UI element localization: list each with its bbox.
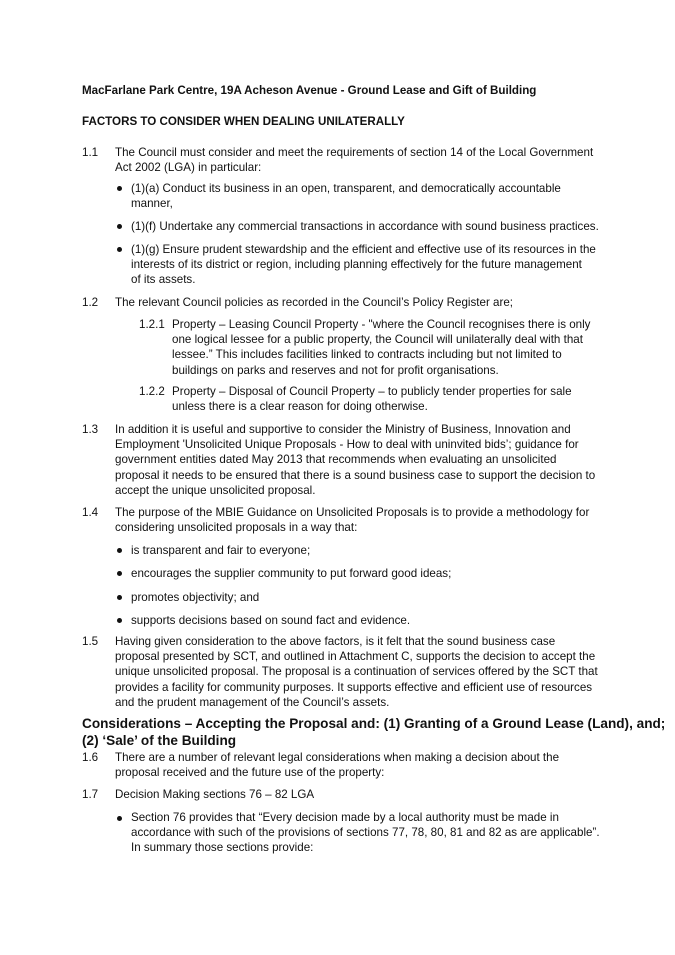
heading-line: (2) ‘Sale’ of the Building <box>82 733 237 748</box>
section-heading: FACTORS TO CONSIDER WHEN DEALING UNILATERALLY <box>82 115 405 128</box>
subparagraph-1-2-1 <box>172 317 590 378</box>
considerations-heading <box>82 715 665 749</box>
subparagraph-number: 1.2.1 <box>139 318 165 331</box>
paragraph-number: 1.6 <box>82 751 99 764</box>
text-line: (1)(g) Ensure prudent stewardship and the efficient and effective use of its resources in the <box>131 243 596 256</box>
paragraph-number: 1.5 <box>82 635 99 648</box>
list-item <box>131 181 561 211</box>
paragraph-1-1 <box>115 145 593 175</box>
text-line: buildings on parks and reserves and not for profit organisations. <box>172 363 499 377</box>
paragraph-number: 1.7 <box>82 788 99 801</box>
heading-line: Considerations – Accepting the Proposal and: (1) Granting of a Ground Lease (Land), and; <box>82 716 666 731</box>
text-line: one logical lessee for a public property, the Council will unilaterally deal with that <box>172 333 583 347</box>
bullet-icon <box>117 247 122 252</box>
document-title: MacFarlane Park Centre, 19A Acheson Avenue - Ground Lease and Gift of Building <box>82 84 537 97</box>
text-line: Section 76 provides that “Every decision made by a local authority must be made in <box>131 811 559 824</box>
bullet-icon <box>117 618 122 623</box>
text-line: Decision Making sections 76 – 82 LGA <box>115 788 315 801</box>
paragraph-number: 1.2 <box>82 296 99 309</box>
paragraph-number: 1.4 <box>82 506 99 519</box>
paragraph-1-6 <box>115 750 559 780</box>
subparagraph-1-2-2 <box>172 384 572 414</box>
text-line: The purpose of the MBIE Guidance on Unsolicited Proposals is to provide a methodology for <box>115 506 590 519</box>
list-item: encourages the supplier community to put forward good ideas; <box>131 567 452 580</box>
text-line: accordance with such of the provisions of sections 77, 78, 80, 81 and 82 as are applicable”. <box>131 826 600 840</box>
text-line: Act 2002 (LGA) in particular: <box>115 161 262 175</box>
text-line: of its assets. <box>131 273 196 287</box>
text-line: lessee.” This includes facilities linked to contracts including but not limited to <box>172 348 562 362</box>
text-line: considering unsolicited proposals in a way that: <box>115 521 358 535</box>
text-line: In addition it is useful and supportive to consider the Ministry of Business, Innovation and <box>115 423 571 436</box>
text-line: Employment 'Unsolicited Unique Proposals - How to deal with uninvited bids’; guidance for <box>115 438 579 452</box>
text-line: proposal presented by SCT, and outlined in Attachment C, supports the decision to accept the <box>115 650 596 664</box>
text-line: proposal it needs to be ensured that there is a sound business case to support the decision to <box>115 468 596 482</box>
text-line: proposal received and the future use of the property: <box>115 766 385 780</box>
text-line: and the prudent management of the Council’s assets. <box>115 695 390 709</box>
text-line: government entities dated May 2013 that recommends when evaluating an unsolicited <box>115 453 557 467</box>
list-item <box>131 810 600 856</box>
paragraph-1-7 <box>115 787 314 802</box>
paragraph-1-3 <box>115 422 595 498</box>
text-line: interests of its district or region, including planning effectively for the future management <box>131 258 582 272</box>
text-line: unique unsolicited proposal. The proposal is a continuation of services offered by the SCT that <box>115 665 598 679</box>
paragraph-1-2 <box>115 295 513 310</box>
bullet-icon <box>117 816 122 821</box>
text-line: The relevant Council policies as recorded in the Council’s Policy Register are; <box>115 296 514 309</box>
text-line: accept the unique unsolicited proposal. <box>115 483 316 497</box>
text-line: Property – Disposal of Council Property – to publicly tender properties for sale <box>172 385 572 398</box>
paragraph-1-4 <box>115 505 589 535</box>
list-item: is transparent and fair to everyone; <box>131 544 311 557</box>
text-line: Property – Leasing Council Property - "where the Council recognises there is only <box>172 318 591 331</box>
bullet-icon <box>117 548 122 553</box>
paragraph-number: 1.1 <box>82 146 99 159</box>
bullet-icon <box>117 186 122 191</box>
text-line: unless there is a clear reason for doing otherwise. <box>172 400 428 414</box>
list-item: supports decisions based on sound fact and evidence. <box>131 614 411 627</box>
bullet-icon <box>117 571 122 576</box>
text-line: In summary those sections provide: <box>131 841 314 855</box>
text-line: Having given consideration to the above factors, is it felt that the sound business case <box>115 635 556 648</box>
text-line: (1)(f) Undertake any commercial transactions in accordance with sound business practices. <box>131 220 599 233</box>
text-line: provides a facility for community purposes. It supports effective and efficient use of resources <box>115 680 593 694</box>
paragraph-1-5 <box>115 634 598 710</box>
text-line: (1)(a) Conduct its business in an open, transparent, and democratically accountable <box>131 182 561 195</box>
list-item <box>131 219 599 234</box>
text-line: There are a number of relevant legal considerations when making a decision about the <box>115 751 560 764</box>
text-line: manner, <box>131 197 173 211</box>
paragraph-number: 1.3 <box>82 423 99 436</box>
bullet-icon <box>117 595 122 600</box>
list-item: promotes objectivity; and <box>131 591 260 604</box>
text-line: The Council must consider and meet the requirements of section 14 of the Local Government <box>115 146 594 159</box>
list-item <box>131 242 596 288</box>
bullet-icon <box>117 224 122 229</box>
subparagraph-number: 1.2.2 <box>139 385 165 398</box>
